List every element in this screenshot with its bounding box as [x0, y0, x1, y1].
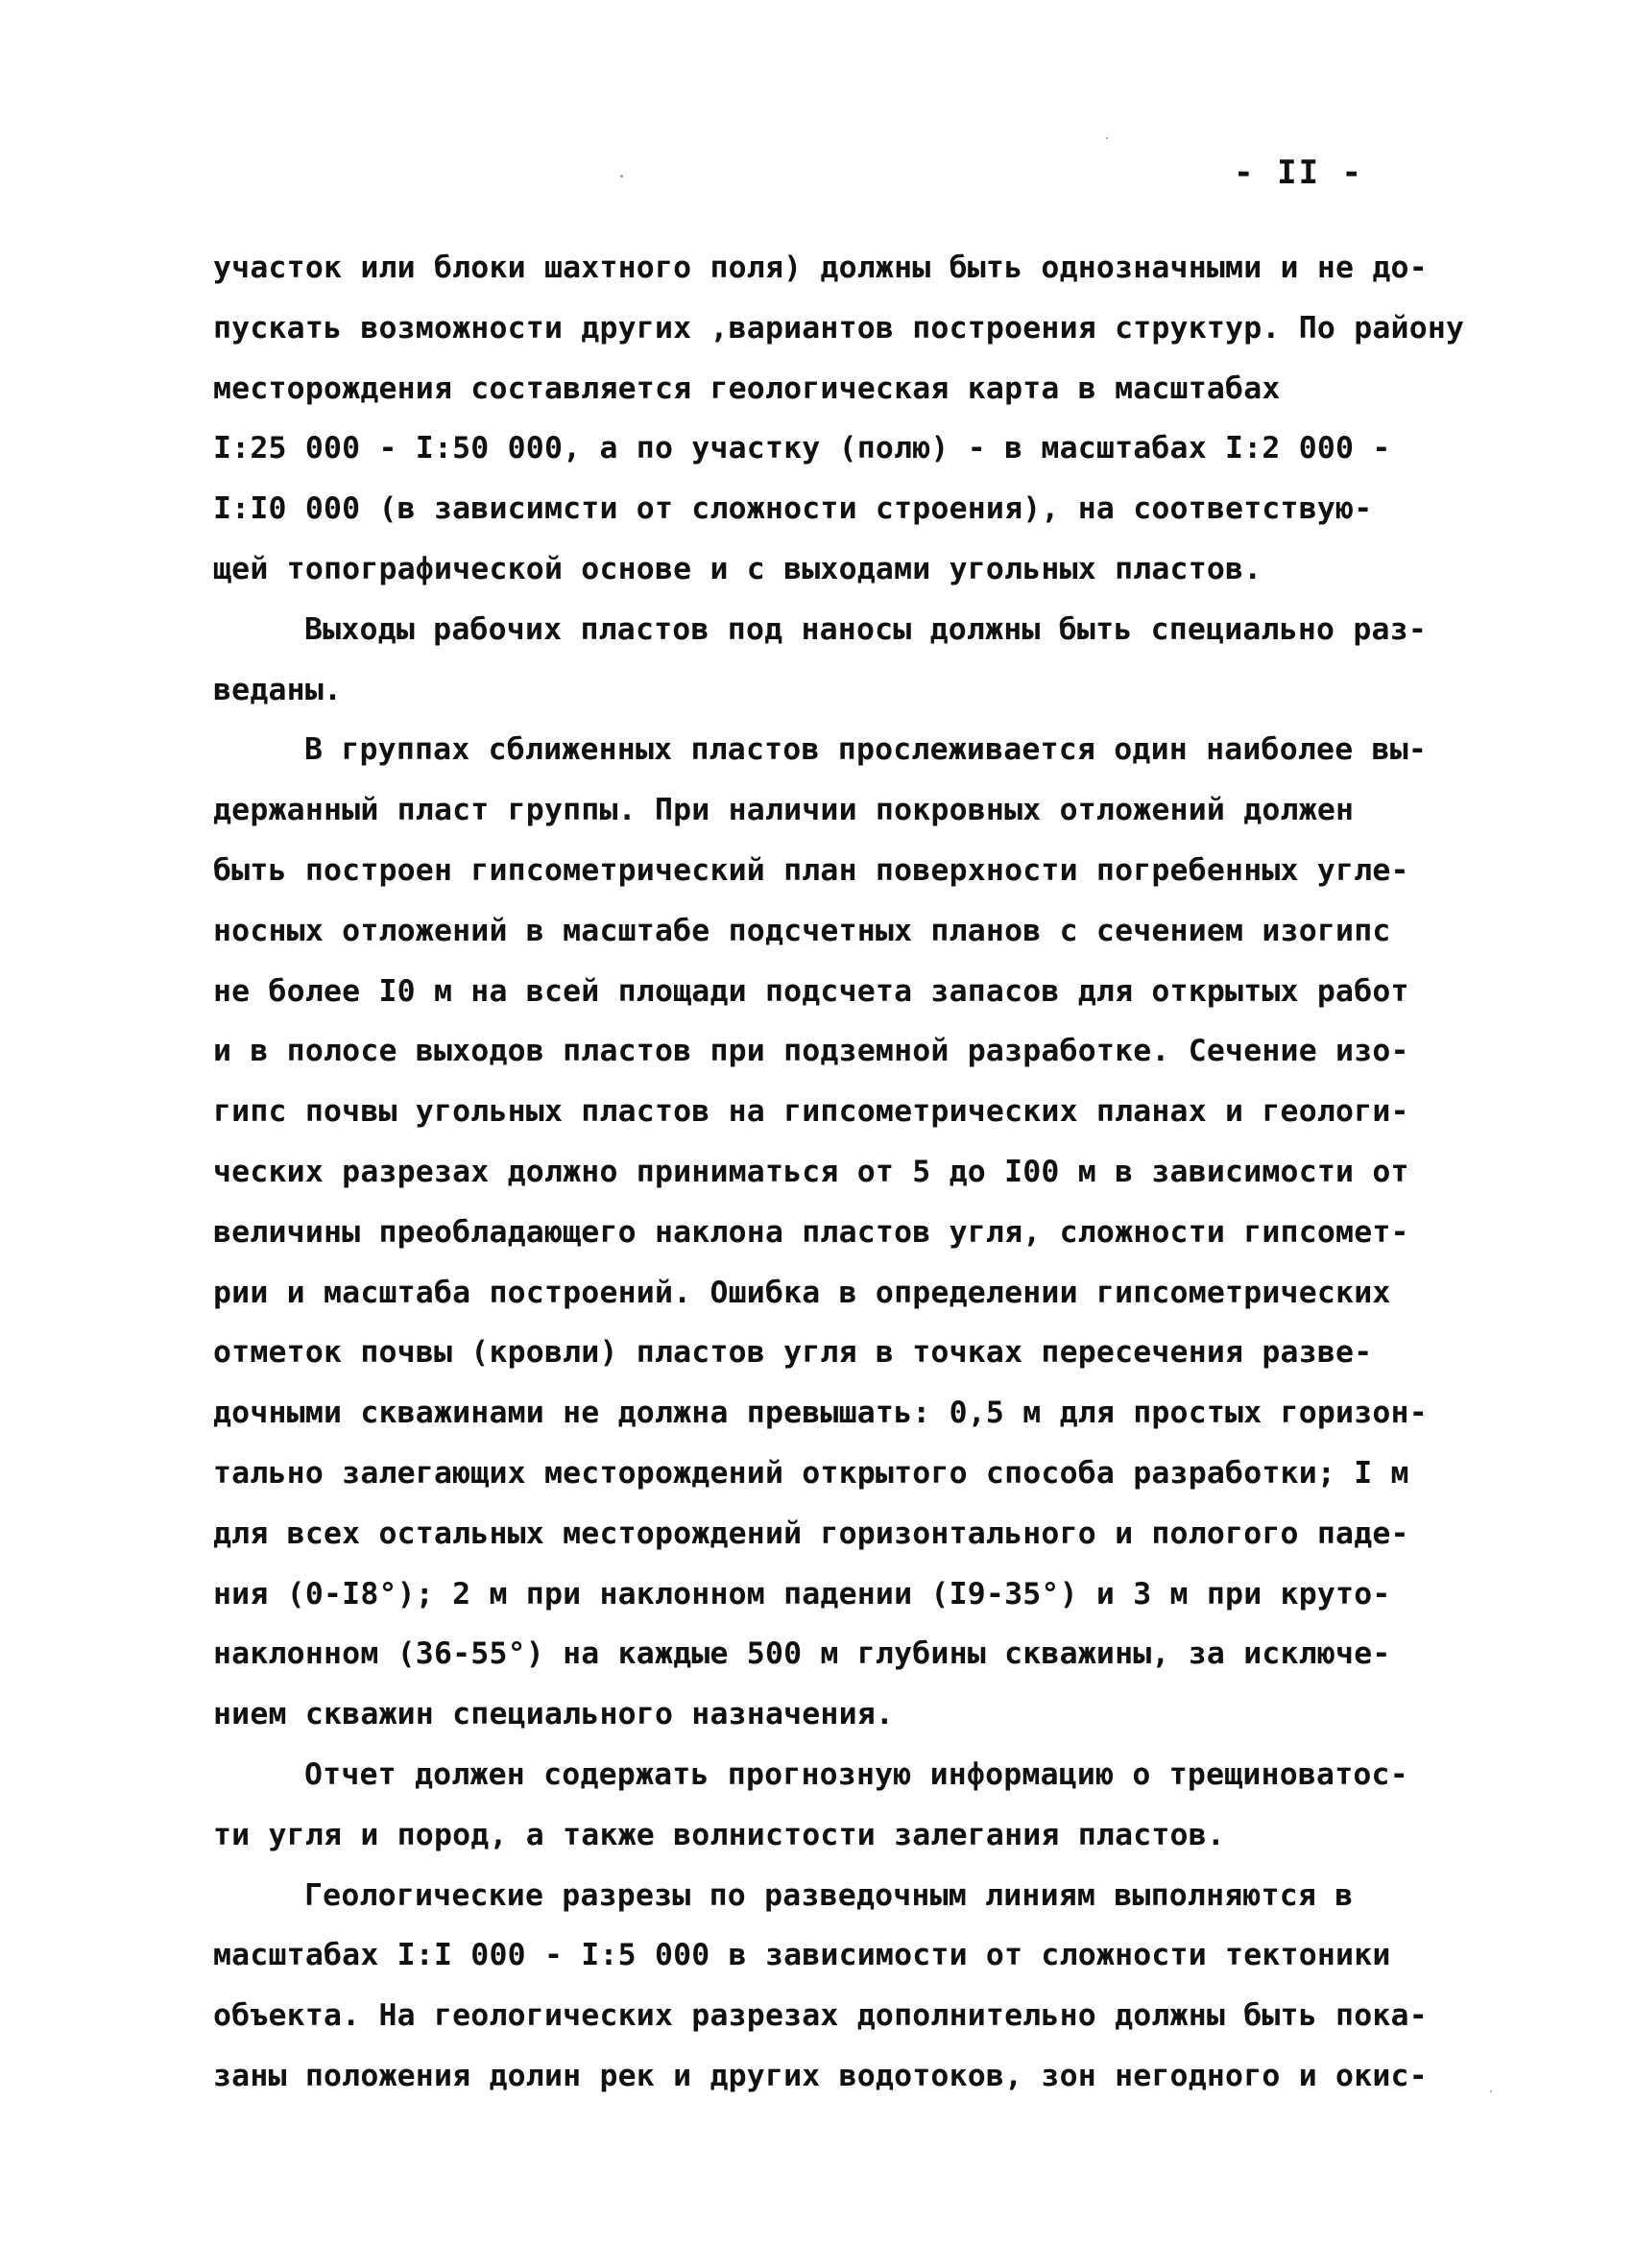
text-line: веданы. [213, 672, 343, 707]
text-line: пускать возможности других ,вариантов построения структур. По району [213, 310, 1465, 346]
paragraph [213, 1745, 1461, 1866]
text-line: объекта. На геологических разрезах дополнительно должны быть пока- [213, 1998, 1428, 2034]
paragraph [213, 238, 1465, 600]
text-line: В группах сближенных пластов прослеживается один наиболее вы- [304, 732, 1428, 768]
text-line: рии и масштаба построений. Ошибка в определении гипсометрических [213, 1275, 1391, 1310]
text-line: дочными скважинами не должна превышать: 0,5 м для простых горизон- [213, 1396, 1428, 1431]
text-line: I:25 000 - I:50 000, а по участку (полю) - в масштабах I:2 000 - [213, 431, 1391, 466]
text-line: величины преобладающего наклона пластов угля, сложности гипсомет- [213, 1214, 1409, 1250]
scan-speck [1106, 137, 1108, 139]
text-line: Отчет должен содержать прогнозную информацию о трещиноватос- [304, 1756, 1408, 1792]
text-line: Выходы рабочих пластов под наносы должны быть специально раз- [304, 611, 1428, 647]
text-line: гипс почвы угольных пластов на гипсометрических планах и геологи- [213, 1094, 1409, 1130]
text-line: ческих разрезах должно приниматься от 5 до I00 м в зависимости от [213, 1154, 1409, 1189]
text-line: заны положения долин рек и других водотоков, зон негодного и окис- [213, 2058, 1428, 2093]
scan-speck [620, 175, 623, 178]
text-line: наклонном (36-55°) на каждые 500 м глубины скважины, за исключе- [213, 1636, 1391, 1672]
text-line: ния (0-I8°); 2 м при наклонном падении (I9-35°) и 3 м при круто- [213, 1576, 1391, 1611]
text-line: I:I0 000 (в зависимсти от сложности строения), на соответствую- [213, 491, 1373, 527]
scan-speck [1490, 2090, 1492, 2092]
text-line: для всех остальных месторождений горизонтального и пологого паде- [213, 1516, 1409, 1551]
text-line: носных отложений в масштабе подсчетных планов с сечением изогипс [213, 913, 1391, 948]
text-line: нием скважин специального назначения. [213, 1697, 895, 1732]
text-line: участок или блоки шахтного поля) должны быть однозначными и не до- [213, 251, 1428, 285]
body-text [213, 238, 1465, 2107]
paragraph [213, 1866, 1461, 2107]
text-line: не более I0 м на всей площади подсчета запасов для открытых работ [213, 973, 1409, 1009]
text-line: тально залегающих месторождений открытого способа разработки; I м [213, 1455, 1409, 1491]
text-line: и в полосе выходов пластов при подземной разработке. Сечение изо- [213, 1034, 1409, 1069]
text-line: ти угля и пород, а также волнистости залегания пластов. [213, 1817, 1226, 1852]
page-number: - II - [1234, 154, 1363, 192]
text-line: держанный пласт группы. При наличии покровных отложений должен [213, 793, 1355, 828]
text-line: Геологические разрезы по разведочным линиям выполняются в [304, 1877, 1354, 1913]
text-line: масштабах I:I 000 - I:5 000 в зависимости от сложности тектоники [213, 1938, 1391, 1973]
paragraph [213, 600, 1461, 721]
text-line: отметок почвы (кровли) пластов угля в точках пересечения разве- [213, 1335, 1373, 1371]
text-line: быть построен гипсометрический план поверхности погребенных угле- [213, 852, 1409, 888]
text-line: месторождения составляется геологическая карта в масштабах [213, 370, 1281, 406]
paragraph [213, 720, 1461, 1745]
text-line: щей топографической основе и с выходами угольных пластов. [213, 551, 1262, 586]
